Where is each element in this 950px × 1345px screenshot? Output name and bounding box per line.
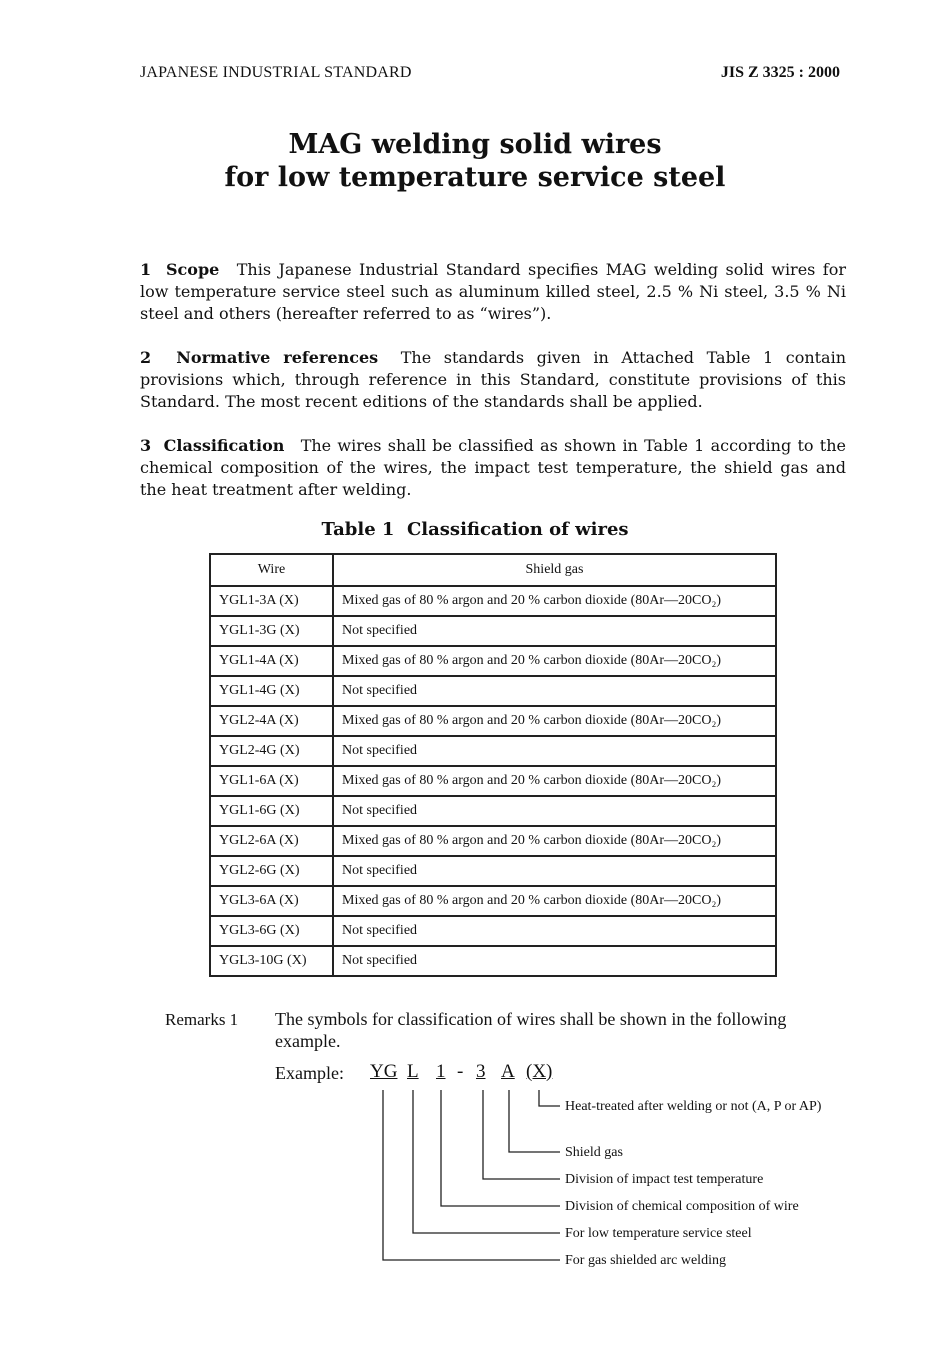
table-row bbox=[210, 766, 776, 796]
section-number: 1 bbox=[140, 260, 152, 279]
table-header-row bbox=[210, 554, 776, 586]
wire-cell: YGL3-6A (X) bbox=[210, 886, 333, 916]
legend-heat-treated: Heat-treated after welding or not (A, P or AP) bbox=[565, 1099, 822, 1114]
wire-cell: YGL1-6A (X) bbox=[210, 766, 333, 796]
shield-gas-cell: Mixed gas of 80 % argon and 20 % carbon dioxide (80Ar—20CO₂) bbox=[333, 766, 776, 796]
legend-shield-gas: Shield gas bbox=[565, 1145, 623, 1160]
shield-gas-cell: Not specified bbox=[333, 856, 776, 886]
wire-cell: YGL1-3G (X) bbox=[210, 616, 333, 646]
remarks-text: The symbols for classification of wires shall be shown in the following example. bbox=[275, 1009, 787, 1051]
section-number: 3 bbox=[140, 436, 152, 455]
wire-cell: YGL1-4G (X) bbox=[210, 676, 333, 706]
section-title: Normative references bbox=[176, 348, 379, 367]
remarks-label: Remarks 1 bbox=[165, 1010, 239, 1029]
section-title: Classification bbox=[163, 436, 285, 455]
connector-chem-composition bbox=[441, 1090, 560, 1206]
table-row bbox=[210, 886, 776, 916]
section-scope bbox=[140, 259, 846, 325]
column-header-shield-gas: Shield gas bbox=[333, 554, 776, 586]
table-row bbox=[210, 826, 776, 856]
shield-gas-cell: Not specified bbox=[333, 736, 776, 766]
wire-cell: YGL2-6G (X) bbox=[210, 856, 333, 886]
legend-low-temp: For low temperature service steel bbox=[565, 1226, 752, 1241]
shield-gas-cell: Mixed gas of 80 % argon and 20 % carbon dioxide (80Ar—20CO₂) bbox=[333, 706, 776, 736]
shield-gas-cell: Not specified bbox=[333, 616, 776, 646]
table-row bbox=[210, 646, 776, 676]
example-symbol-temp: 3 bbox=[476, 1061, 486, 1082]
standard-number: JIS Z 3325 : 2000 bbox=[720, 64, 840, 81]
example-symbol-gas: A bbox=[501, 1061, 515, 1082]
table-row bbox=[210, 856, 776, 886]
shield-gas-cell: Mixed gas of 80 % argon and 20 % carbon dioxide (80Ar—20CO₂) bbox=[333, 586, 776, 616]
wire-cell: YGL3-10G (X) bbox=[210, 946, 333, 976]
shield-gas-cell: Not specified bbox=[333, 946, 776, 976]
section-classification bbox=[140, 435, 846, 501]
example-label: Example: bbox=[275, 1063, 344, 1083]
table-row bbox=[210, 916, 776, 946]
shield-gas-cell: Not specified bbox=[333, 916, 776, 946]
legend-gas-shielded: For gas shielded arc welding bbox=[565, 1253, 726, 1268]
example-symbol-chem: 1 bbox=[436, 1061, 446, 1082]
wire-cell: YGL2-6A (X) bbox=[210, 826, 333, 856]
legend-impact-temp: Division of impact test temperature bbox=[565, 1172, 764, 1187]
shield-gas-cell: Not specified bbox=[333, 676, 776, 706]
section-text: This Japanese Industrial Standard specifies MAG welding solid wires for low temperature service steel such as aluminum killed steel, 2.5 % Ni steel, 3.5 % Ni steel and others (hereafter referred to as “wires”). bbox=[140, 260, 847, 323]
shield-gas-cell: Mixed gas of 80 % argon and 20 % carbon dioxide (80Ar—20CO₂) bbox=[333, 646, 776, 676]
table-row bbox=[210, 736, 776, 766]
example-symbol-heat: (X) bbox=[526, 1061, 553, 1082]
table-row bbox=[210, 946, 776, 976]
table-caption: Table 1 Classification of wires bbox=[321, 519, 629, 540]
document-title bbox=[0, 128, 950, 194]
wire-cell: YGL3-6G (X) bbox=[210, 916, 333, 946]
shield-gas-cell: Mixed gas of 80 % argon and 20 % carbon dioxide (80Ar—20CO₂) bbox=[333, 886, 776, 916]
section-text: The standards given in Attached Table 1 contain provisions which, through reference in this Standard, constitute provisions of this Standard. The most recent editions of the standards shall be applied. bbox=[140, 348, 847, 411]
shield-gas-cell: Mixed gas of 80 % argon and 20 % carbon dioxide (80Ar—20CO₂) bbox=[333, 826, 776, 856]
column-header-wire: Wire bbox=[210, 554, 333, 586]
example-symbol-yg: YG bbox=[370, 1061, 398, 1082]
table-row bbox=[210, 706, 776, 736]
section-normative-references bbox=[140, 347, 846, 413]
connector-heat-treated bbox=[539, 1090, 560, 1106]
table-row bbox=[210, 796, 776, 826]
shield-gas-cell: Not specified bbox=[333, 796, 776, 826]
classification-table bbox=[209, 553, 777, 977]
example-symbol-dash: - bbox=[457, 1061, 464, 1082]
wire-cell: YGL2-4A (X) bbox=[210, 706, 333, 736]
wire-cell: YGL1-6G (X) bbox=[210, 796, 333, 826]
document-category: JAPANESE INDUSTRIAL STANDARD bbox=[140, 64, 412, 81]
wire-cell: YGL1-3A (X) bbox=[210, 586, 333, 616]
example-symbol-l: L bbox=[407, 1061, 419, 1082]
connector-impact-temp bbox=[483, 1090, 560, 1179]
title-line-2: for low temperature service steel bbox=[224, 162, 726, 193]
section-title: Scope bbox=[165, 260, 220, 279]
section-number: 2 bbox=[140, 348, 152, 367]
connector-low-temp bbox=[413, 1090, 560, 1233]
connector-gas-shielded bbox=[383, 1090, 560, 1260]
table-row bbox=[210, 586, 776, 616]
connector-shield-gas bbox=[509, 1090, 560, 1152]
title-line-1: MAG welding solid wires bbox=[288, 129, 662, 160]
wire-cell: YGL2-4G (X) bbox=[210, 736, 333, 766]
table-row bbox=[210, 676, 776, 706]
wire-cell: YGL1-4A (X) bbox=[210, 646, 333, 676]
table-row bbox=[210, 616, 776, 646]
legend-chem-composition: Division of chemical composition of wire bbox=[565, 1199, 799, 1214]
section-text: The wires shall be classified as shown in Table 1 according to the chemical composition of the wires, the impact test temperature, the shield gas and the heat treatment after welding. bbox=[140, 436, 846, 499]
